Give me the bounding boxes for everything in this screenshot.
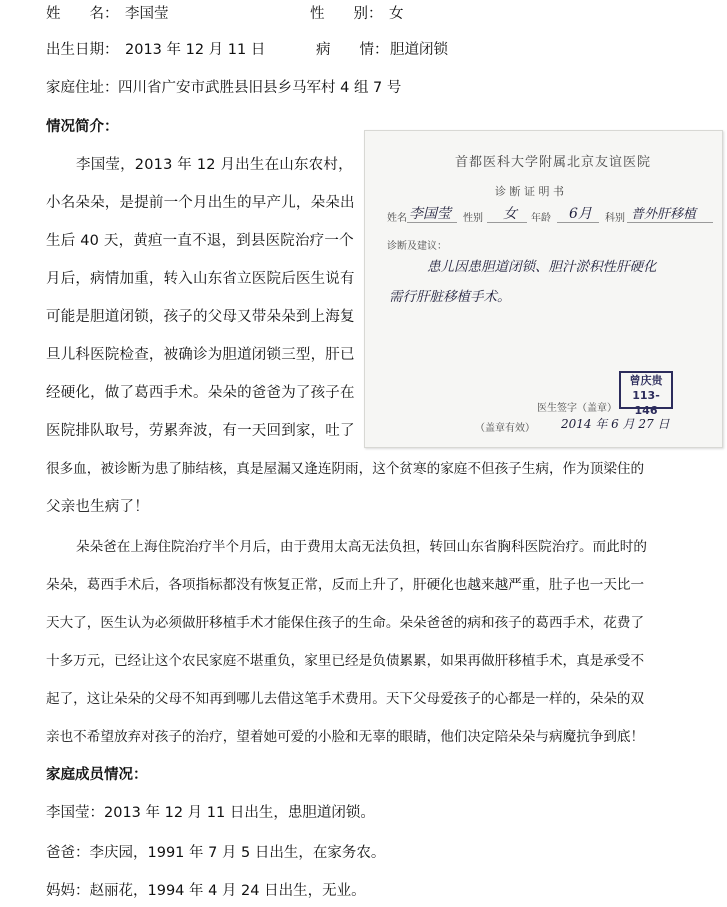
paragraph-line: 起了，这让朵朵的父母不知再到哪儿去借这笔手术费用。天下父母爱孩子的心都是一样的，朵朵的双 <box>46 691 645 707</box>
family-member: 妈妈：赵丽花，1994 年 4 月 24 日出生，无业。 <box>46 883 366 899</box>
family-heading: 家庭成员情况： <box>46 767 148 783</box>
family-member: 爸爸：李庆园，1991 年 7 月 5 日出生，在家务农。 <box>46 845 386 861</box>
paragraph-line: 十多万元，已经让这个农民家庭不堪重负，家里已经是负债累累，如果再做肝移植手术，真是承受不 <box>46 653 645 669</box>
underline <box>557 222 599 223</box>
certificate-dept-value: 普外肝移植 <box>631 207 697 222</box>
diagnosis-certificate-image <box>364 130 723 448</box>
paragraph-line: 朵朵爸在上海住院治疗半个月后，由于费用太高无法负担，转回山东省胸科医院治疗。而此时的 <box>76 539 647 555</box>
intro-heading: 情况简介： <box>46 119 119 135</box>
certificate-title: 诊 断 证 明 书 <box>495 185 564 198</box>
address-value: 四川省广安市武胜县旧县乡马军村 4 组 7 号 <box>118 80 402 96</box>
paragraph-line: 很多血，被诊断为患了肺结核，真是屋漏又逢连阴雨，这个贫寒的家庭不但孩子生病，作为顶梁住的 <box>46 461 645 477</box>
paragraph-line: 小名朵朵，是提前一个月出生的早产儿，朵朵出 <box>46 195 355 211</box>
certificate-diagnosis-line-2: 需行肝脏移植手术。 <box>389 289 511 305</box>
underline <box>487 222 527 223</box>
certificate-diagnosis-label: 诊断及建议： <box>387 241 447 252</box>
doctor-seal-stamp <box>619 371 673 417</box>
family-member: 李国莹：2013 年 12 月 11 日出生，患胆道闭锁。 <box>46 805 375 821</box>
paragraph-line: 父亲也生病了！ <box>46 499 149 515</box>
stamp-name: 曾庆贵 <box>629 374 663 387</box>
name-value: 李国莹 <box>125 6 169 22</box>
paragraph-line: 亲也不希望放弃对孩子的治疗，望着她可爱的小脸和无辜的眼睛，他们决定陪朵朵与病魔抗争到底！ <box>46 729 645 745</box>
illness-value: 胆道闭锁 <box>390 42 448 58</box>
birth-value: 2013 年 12 月 11 日 <box>125 42 266 58</box>
underline <box>627 222 713 223</box>
paragraph-line: 可能是胆道闭锁，孩子的父母又带朵朵到上海复 <box>46 309 355 325</box>
paragraph-line: 经硬化，做了葛西手术。朵朵的爸爸为了孩子在 <box>46 385 355 401</box>
name-label: 姓 名： <box>46 6 119 22</box>
certificate-dept-label: 科别 <box>605 213 625 224</box>
certificate-name-label: 姓名 <box>387 213 407 224</box>
gender-label: 性 别： <box>310 6 383 22</box>
certificate-name-value: 李国莹 <box>409 206 451 222</box>
certificate-gender-label: 性别 <box>463 213 483 224</box>
paragraph-line: 天大了，医生认为必须做肝移植手术才能保住孩子的生命。朵朵爸爸的病和孩子的葛西手术，花费了 <box>46 615 645 631</box>
address-label: 家庭住址： <box>46 80 119 96</box>
illness-label: 病 情： <box>316 42 389 58</box>
underline <box>407 222 457 223</box>
stamp-code: 113-146 <box>632 389 660 417</box>
certificate-gender-value: 女 <box>503 206 517 222</box>
paragraph-line: 月后，病情加重，转入山东省立医院后医生说有 <box>46 271 355 287</box>
birth-label: 出生日期： <box>46 42 119 58</box>
gender-value: 女 <box>389 6 404 22</box>
certificate-signature-label: 医生签字（盖章） <box>537 403 617 414</box>
certificate-date: 2014 年 6 月 27 日 <box>561 417 670 431</box>
certificate-age-value: 6月 <box>569 206 592 222</box>
certificate-diagnosis-line-1: 患儿因患胆道闭锁、胆汁淤积性肝硬化 <box>427 259 657 275</box>
certificate-hospital-name: 首都医科大学附属北京友谊医院 <box>455 155 652 170</box>
paragraph-line: 李国莹，2013 年 12 月出生在山东农村， <box>76 157 353 173</box>
certificate-seal-note: （盖章有效） <box>475 423 535 434</box>
paragraph-line: 旦儿科医院检查，被确诊为胆道闭锁三型，肝已 <box>46 347 355 363</box>
paragraph-line: 医院排队取号，劳累奔波，有一天回到家，吐了 <box>46 423 355 439</box>
paragraph-line: 朵朵，葛西手术后，各项指标都没有恢复正常，反而上升了，肝硬化也越来越严重，肚子也一天比一 <box>46 577 645 593</box>
paragraph-line: 生后 40 天，黄疸一直不退，到县医院治疗一个 <box>46 233 354 249</box>
certificate-age-label: 年龄 <box>531 213 551 224</box>
